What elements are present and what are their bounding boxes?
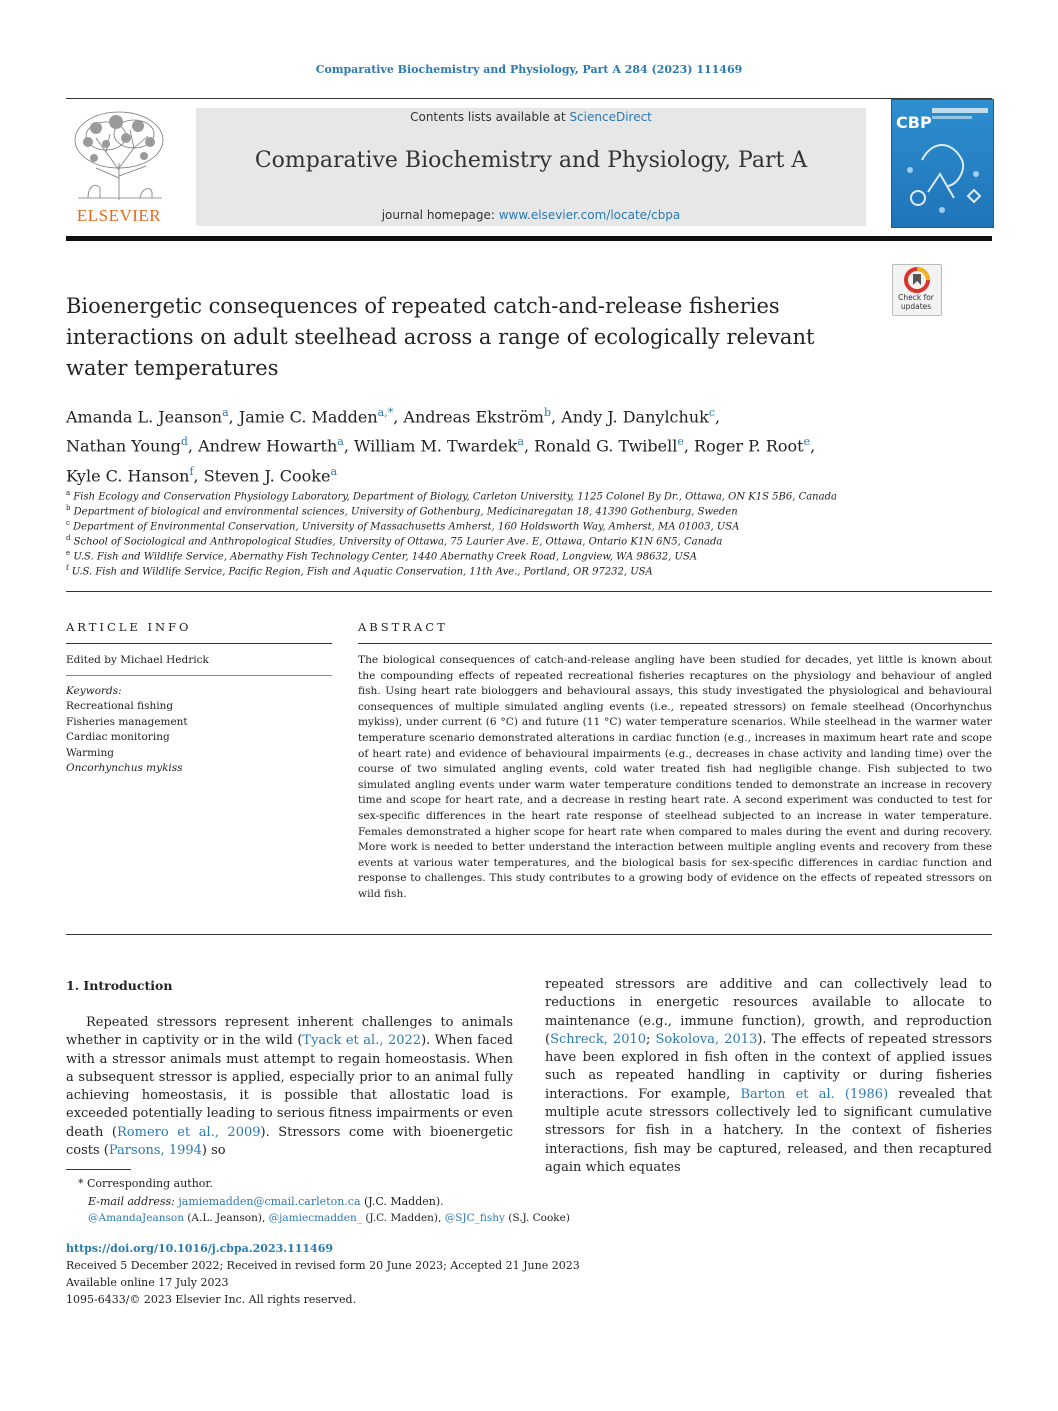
abstract-bottom-rule: [66, 934, 992, 935]
author-separator: ,: [193, 465, 204, 485]
author-name[interactable]: Roger P. Root: [694, 436, 804, 456]
author-name[interactable]: William M. Twardek: [354, 436, 518, 456]
citation-link[interactable]: Sokolova, 2013: [655, 1031, 758, 1047]
author-affil-marker[interactable]: a: [222, 406, 229, 419]
affiliation-text: Department of biological and environmental sciences, University of Gothenburg, Medicinaregatan 18, 41390 Gothenburg, Sweden: [70, 506, 738, 518]
author-separator: ,: [683, 436, 695, 456]
affiliation-text: U.S. Fish and Wildlife Service, Abernathy Fish Technology Center, 1440 Abernathy Creek Road, Longview, WA 98632, USA: [70, 551, 698, 563]
article-title: Bioenergetic consequences of repeated catch-and-release fisheries interactions on adult steelhead across a range of ecologically relevant water temperatures: [66, 294, 815, 380]
author-affil-marker[interactable]: e: [803, 435, 811, 449]
journal-title: Comparative Biochemistry and Physiology, Part A: [254, 148, 808, 173]
homepage-line: [196, 208, 866, 222]
affiliation-text: Department of Environmental Conservation, University of Massachusetts Amherst, 160 Holdsworth Way, Amherst, MA 01003, USA: [69, 521, 740, 533]
header-thick-rule: [66, 236, 992, 241]
affiliation-marker: f: [66, 564, 69, 572]
email-line: [88, 1195, 444, 1208]
affiliation-text: Fish Ecology and Conservation Physiology Laboratory, Department of Biology, Carleton University, 1125 Colonel By Dr., Ottawa, ON K1S 5B6, Canada: [70, 491, 837, 503]
social-line: [88, 1212, 570, 1224]
keyword-item: Warming: [66, 746, 114, 759]
social-name: (A.L. Jeanson),: [183, 1212, 269, 1224]
author-name[interactable]: Nathan Young: [66, 436, 181, 456]
keywords-rule: [66, 675, 332, 676]
affiliation-text: U.S. Fish and Wildlife Service, Pacific Region, Fish and Aquatic Conservation, 11th Ave., Portland, OR 97232, USA: [68, 566, 653, 578]
social-name: (J.C. Madden),: [361, 1212, 445, 1224]
affiliation-marker: b: [66, 504, 71, 512]
author-separator: ,: [523, 436, 535, 456]
author-affil-marker[interactable]: c: [708, 406, 715, 419]
intro-text: ). When faced with a stressor animals must attempt to regain homeostasis. When a subsequent stressor is applied, especially prior to an animal fully achieving homeostasis, it is possible that allostatic load is exceeded potentially leading to serious fitness impairments or even death (: [66, 1033, 513, 1140]
affiliation-marker: d: [66, 534, 71, 542]
author-name[interactable]: Andrew Howarth: [198, 436, 338, 456]
author-separator: ,: [343, 436, 355, 456]
copyright: 1095-6433/© 2023 Elsevier Inc. All rights reserved.: [66, 1293, 357, 1306]
email-suffix: (J.C. Madden).: [360, 1195, 444, 1208]
intro-text: ). The effects of repeated stressors have been explored in fish often in the context of applied issues such as repeated handling in captivity or during fisheries interactions. For example,: [545, 1031, 993, 1102]
keyword-item: Fisheries management: [66, 715, 188, 728]
author-affil-marker[interactable]: a,*: [377, 406, 394, 419]
affiliation-text: School of Sociological and Anthropological Studies, University of Ottawa, 75 Laurier Ave. E, Ottawa, Ontario K1N 6N5, Canada: [70, 536, 723, 548]
keyword-item: Oncorhynchus mykiss: [66, 762, 183, 774]
abstract-rule: [358, 643, 992, 644]
running-head[interactable]: Comparative Biochemistry and Physiology, Part A 284 (2023) 111469: [315, 63, 743, 76]
affil-rule: [66, 591, 992, 592]
affiliation-item: [66, 561, 966, 579]
citation-link[interactable]: Tyack et al., 2022: [302, 1033, 422, 1049]
sciencedirect-link[interactable]: ScienceDirect: [569, 110, 652, 124]
social-name: (S.J. Cooke): [504, 1212, 570, 1224]
available-online: Available online 17 July 2023: [66, 1276, 229, 1289]
citation-link[interactable]: Schreck, 2010: [550, 1031, 647, 1047]
author-separator: ,: [810, 436, 816, 456]
cover-title: CBP: [896, 113, 932, 132]
homepage-link[interactable]: www.elsevier.com/locate/cbpa: [498, 208, 681, 222]
author-affil-marker[interactable]: a: [337, 435, 344, 449]
affiliation-marker: c: [66, 519, 70, 527]
contents-line: [196, 110, 866, 124]
social-handle-jeanson[interactable]: @AmandaJeanson: [88, 1212, 184, 1224]
header-rule: [66, 98, 992, 99]
keyword-item: Recreational fishing: [66, 700, 174, 712]
keyword-list: [66, 699, 188, 777]
author-separator: ,: [715, 407, 721, 427]
author-affil-marker[interactable]: a: [517, 435, 524, 449]
author-separator: ,: [550, 407, 562, 427]
corresponding-note: * Corresponding author.: [78, 1177, 213, 1190]
intro-text: revealed that multiple acute stressors collectively led to significant cumulative stressors for fish in a hatchery. In the context of fisheries interactions, fish may be captured, released, and then recaptured again which equates: [545, 1086, 992, 1175]
author-name[interactable]: Ronald G. Twibell: [534, 436, 678, 456]
author-affil-marker[interactable]: d: [180, 435, 188, 449]
homepage-prefix: journal homepage:: [381, 208, 499, 222]
author-name[interactable]: Amanda L. Jeanson: [66, 407, 223, 427]
author-separator: ,: [228, 407, 239, 427]
intro-text: repeated stressors are additive and can collectively lead to reductions in energetic resources available to allocate to maintenance (e.g., immune function), growth, and reproduction (: [545, 977, 992, 1047]
keyword-item: Cardiac monitoring: [66, 731, 170, 743]
email-link[interactable]: jamiemadden@cmail.carleton.ca: [178, 1195, 361, 1208]
footnote-rule: [66, 1169, 131, 1170]
intro-heading: 1. Introduction: [66, 978, 173, 993]
author-name[interactable]: Jamie C. Madden: [238, 407, 378, 427]
elsevier-tree-logo: [66, 108, 172, 204]
citation-link[interactable]: Barton et al. (1986): [740, 1086, 889, 1102]
author-affil-marker[interactable]: a: [330, 464, 338, 478]
intro-right-column: [545, 976, 992, 1177]
author-name[interactable]: Kyle C. Hanson: [66, 465, 190, 485]
elsevier-wordmark[interactable]: ELSEVIER: [76, 206, 162, 225]
author-name[interactable]: Andreas Ekström: [403, 407, 544, 427]
citation-link[interactable]: Romero et al., 2009: [117, 1124, 261, 1140]
social-handle-cooke[interactable]: @SJC_fishy: [444, 1212, 505, 1224]
author-name[interactable]: Andy J. Danylchuk: [561, 407, 709, 427]
check-updates-icon: [893, 265, 941, 295]
author-separator: ,: [393, 407, 404, 427]
intro-text: ;: [646, 1031, 656, 1047]
intro-text: ). Stressors come with bioenergetic costs (: [66, 1124, 513, 1159]
contents-prefix: Contents lists available at: [410, 110, 570, 124]
author-affil-marker[interactable]: b: [543, 406, 551, 419]
author-affil-marker[interactable]: e: [677, 435, 684, 449]
author-name[interactable]: Steven J. Cooke: [203, 465, 331, 485]
citation-link[interactable]: Parsons, 1994: [108, 1143, 202, 1159]
article-info-rule: [66, 643, 332, 644]
edited-by: Edited by Michael Hedrick: [66, 654, 209, 666]
received-dates: Received 5 December 2022; Received in revised form 20 June 2023; Accepted 21 June 2023: [66, 1259, 580, 1272]
social-handle-madden[interactable]: @jamiecmadden_: [268, 1212, 362, 1224]
author-affil-marker[interactable]: f: [189, 464, 194, 478]
intro-left-column: [66, 1014, 513, 1160]
affiliation-marker: a: [66, 489, 71, 497]
email-label: E-mail address:: [88, 1195, 179, 1208]
intro-text: ) so: [201, 1143, 226, 1159]
article-info-heading: ARTICLE INFO: [66, 620, 192, 634]
affiliation-marker: e: [66, 549, 71, 557]
doi-link[interactable]: https://doi.org/10.1016/j.cbpa.2023.111469: [66, 1242, 334, 1255]
check-for-updates-label: Check for updates: [898, 293, 934, 311]
abstract-heading: ABSTRACT: [358, 620, 448, 634]
keywords-label: Keywords:: [66, 685, 122, 697]
intro-text: Repeated stressors represent inherent challenges to animals whether in captivity or in the wild (: [66, 1015, 513, 1049]
author-separator: ,: [187, 436, 199, 456]
abstract-text: The biological consequences of catch-and-release angling have been studied for decades, yet little is known about the compounding effects of repeated recreational fisheries recaptures on the physiology and behaviour of angled fish. Using heart rate biologgers and behavioural assays, this study investigated the physiological and behavioural consequences of multiple simulated angling events (i.e., repeated stressors) on female steelhead (Oncorhynchus mykiss), under current (6 °C) and future (11 °C) water temperature scenarios. While steelhead in the warmer water temperature scenario demonstrated alterations in cardiac function (e.g., increases in maximum heart rate and scope of heart rate) and evidence of behavioural impairments (e.g., decreases in chase activity and landing time) over the course of two simulated angling events, cold water treated fish had negligible change. Fish subjected to two simulated angling events under warm water temperature conditions tended to demonstrate an increase in recovery time and scope for heart rate, and a decrease in resting heart rate. A second experiment was conducted to test for sex-specific differences in the heart rate response of steelhead subjected to an increase in water temperature. Females demonstrated a higher scope for heart rate when compared to males during the event and during recovery. More work is needed to better understand the interaction between multiple angling events and recovery from these events at various water temperatures, and the biological basis for sex-specific differences in cardiac function and response to challenges. This study contributes to a growing body of evidence on the effects of repeated stressors on wild fish.: [358, 654, 992, 900]
author-list: [66, 400, 896, 488]
